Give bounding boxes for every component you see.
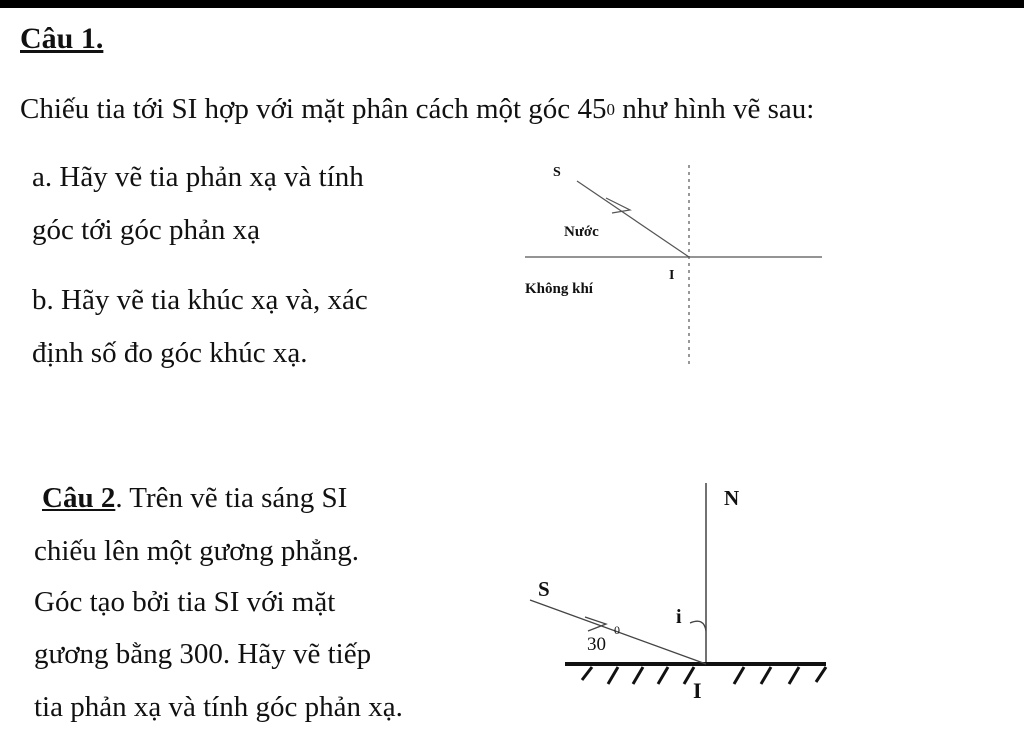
label-angle-i: i — [676, 606, 682, 628]
arrow-icon — [606, 198, 630, 213]
intro-degree: 0 — [606, 100, 615, 119]
question-1-part-a-line-2: góc tới góc phản xạ — [32, 214, 260, 246]
question-1-part-a-line-1: a. Hãy vẽ tia phản xạ và tính — [32, 161, 364, 193]
figure-2-mirror — [530, 483, 826, 703]
incident-ray-si — [577, 181, 689, 257]
intro-text: Chiếu tia tới SI hợp với mặt phân cách một góc — [20, 93, 578, 125]
label-s: S — [553, 165, 561, 180]
question-1-title: Câu 1. — [20, 22, 104, 55]
question-2-line-1-rest: . Trên vẽ tia sáng SI — [115, 482, 348, 514]
intro-tail: như hình vẽ sau: — [614, 93, 815, 125]
label-i-point: I — [693, 678, 702, 703]
label-i: I — [669, 268, 675, 283]
label-s: S — [538, 577, 550, 601]
label-angle-value: 30 — [587, 634, 606, 655]
label-n: N — [724, 486, 740, 510]
label-air: Không khí — [525, 281, 593, 297]
question-2-label: Câu 2 — [42, 482, 116, 514]
angle-arc-i — [690, 621, 706, 631]
question-2-line-3: Góc tạo bởi tia SI với mặt — [34, 586, 336, 618]
figure-1-refraction — [525, 165, 822, 368]
mirror-hatching — [582, 667, 826, 684]
question-1-part-b-line-2: định số đo góc khúc xạ. — [32, 337, 308, 369]
question-2-line-2: chiếu lên một gương phẳng. — [34, 535, 360, 567]
question-1-part-b-line-1: b. Hãy vẽ tia khúc xạ và, xác — [32, 284, 368, 316]
question-2-line-4: gương bằng 300. Hãy vẽ tiếp — [34, 638, 372, 670]
question-2-line-5: tia phản xạ và tính góc phản xạ. — [34, 691, 403, 723]
label-water: Nước — [564, 224, 599, 240]
intro-angle: 45 — [577, 93, 607, 125]
label-degree: 0 — [614, 623, 620, 637]
